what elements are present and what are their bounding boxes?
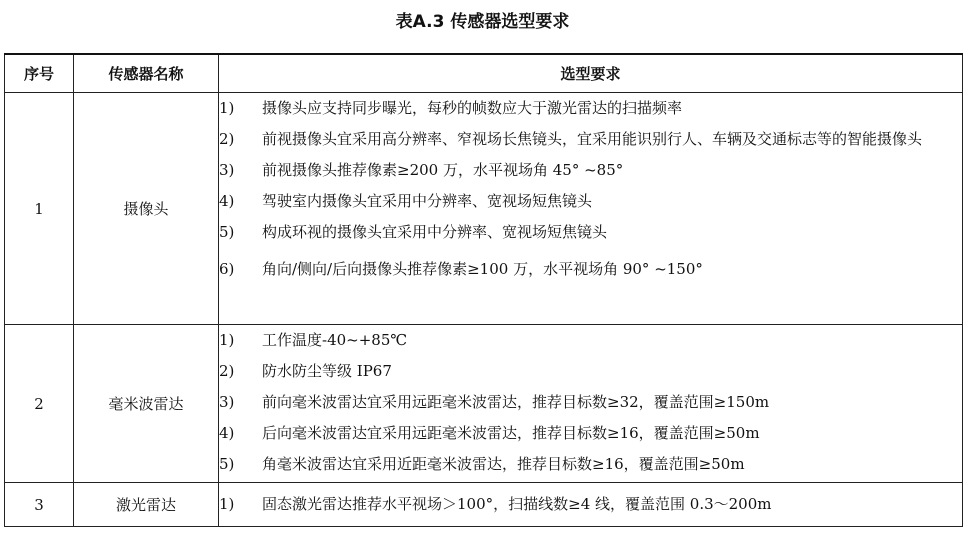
table-row (5, 325, 963, 483)
table-header-row (5, 54, 963, 93)
header-serial-no: 序号 (5, 54, 74, 93)
item-number: 3) (219, 161, 235, 179)
row-requirements (219, 93, 963, 325)
requirement-list (219, 325, 962, 480)
list-item (219, 356, 962, 387)
list-item (219, 155, 962, 186)
item-number: 4) (219, 192, 235, 210)
row-serial-no: 2 (5, 325, 74, 483)
list-item (219, 124, 962, 155)
list-item (219, 325, 962, 356)
sensor-selection-table (4, 53, 963, 527)
item-number: 6) (219, 260, 235, 278)
row-serial-no: 1 (5, 93, 74, 325)
requirement-list (219, 489, 962, 520)
item-number: 4) (219, 424, 235, 442)
row-requirements (219, 325, 963, 483)
header-sensor-name: 传感器名称 (74, 54, 219, 93)
list-item (219, 93, 962, 124)
header-selection-requirement: 选型要求 (219, 54, 963, 93)
row-sensor-name: 毫米波雷达 (74, 325, 219, 483)
list-item (219, 449, 962, 480)
row-sensor-name: 激光雷达 (74, 483, 219, 527)
item-number: 2) (219, 130, 235, 148)
row-requirements (219, 483, 963, 527)
list-item (219, 254, 962, 285)
list-item (219, 489, 962, 520)
item-text: 后向毫米波雷达宜采用远距毫米波雷达，推荐目标数≥16，覆盖范围≥50m (262, 424, 760, 442)
list-item (219, 387, 962, 418)
item-number: 5) (219, 455, 235, 473)
item-text: 前视摄像头推荐像素≥200 万，水平视场角 45° ~85° (262, 161, 624, 179)
requirement-list (219, 93, 962, 285)
item-text: 前视摄像头宜采用高分辨率、窄视场长焦镜头，宜采用能识别行人、车辆及交通标志等的智能摄像头 (262, 130, 923, 148)
item-number: 5) (219, 223, 235, 241)
table-row (5, 483, 963, 527)
item-number: 1) (219, 99, 235, 117)
item-number: 3) (219, 393, 235, 411)
item-number: 1) (219, 495, 235, 513)
item-text: 构成环视的摄像头宜采用中分辨率、宽视场短焦镜头 (262, 223, 608, 241)
item-text: 前向毫米波雷达宜采用远距毫米波雷达，推荐目标数≥32，覆盖范围≥150m (262, 393, 770, 411)
list-item (219, 186, 962, 217)
item-text: 摄像头应支持同步曝光，每秒的帧数应大于激光雷达的扫描频率 (262, 99, 683, 117)
item-number: 2) (219, 362, 235, 380)
row-sensor-name: 摄像头 (74, 93, 219, 325)
item-text: 工作温度-40~+85℃ (262, 331, 408, 349)
list-item (219, 418, 962, 449)
item-text: 角向/侧向/后向摄像头推荐像素≥100 万，水平视场角 90° ~150° (262, 260, 703, 278)
item-number: 1) (219, 331, 235, 349)
list-item (219, 217, 962, 248)
item-text: 固态激光雷达推荐水平视场＞100°，扫描线数≥4 线，覆盖范围 0.3～200m (262, 495, 772, 513)
table-row (5, 93, 963, 325)
item-text: 角毫米波雷达宜采用近距毫米波雷达，推荐目标数≥16，覆盖范围≥50m (262, 455, 745, 473)
table-title: 表A.3 传感器选型要求 (395, 12, 570, 32)
row-serial-no: 3 (5, 483, 74, 527)
item-text: 驾驶室内摄像头宜采用中分辨率、宽视场短焦镜头 (262, 192, 593, 210)
item-text: 防水防尘等级 IP67 (262, 362, 392, 380)
